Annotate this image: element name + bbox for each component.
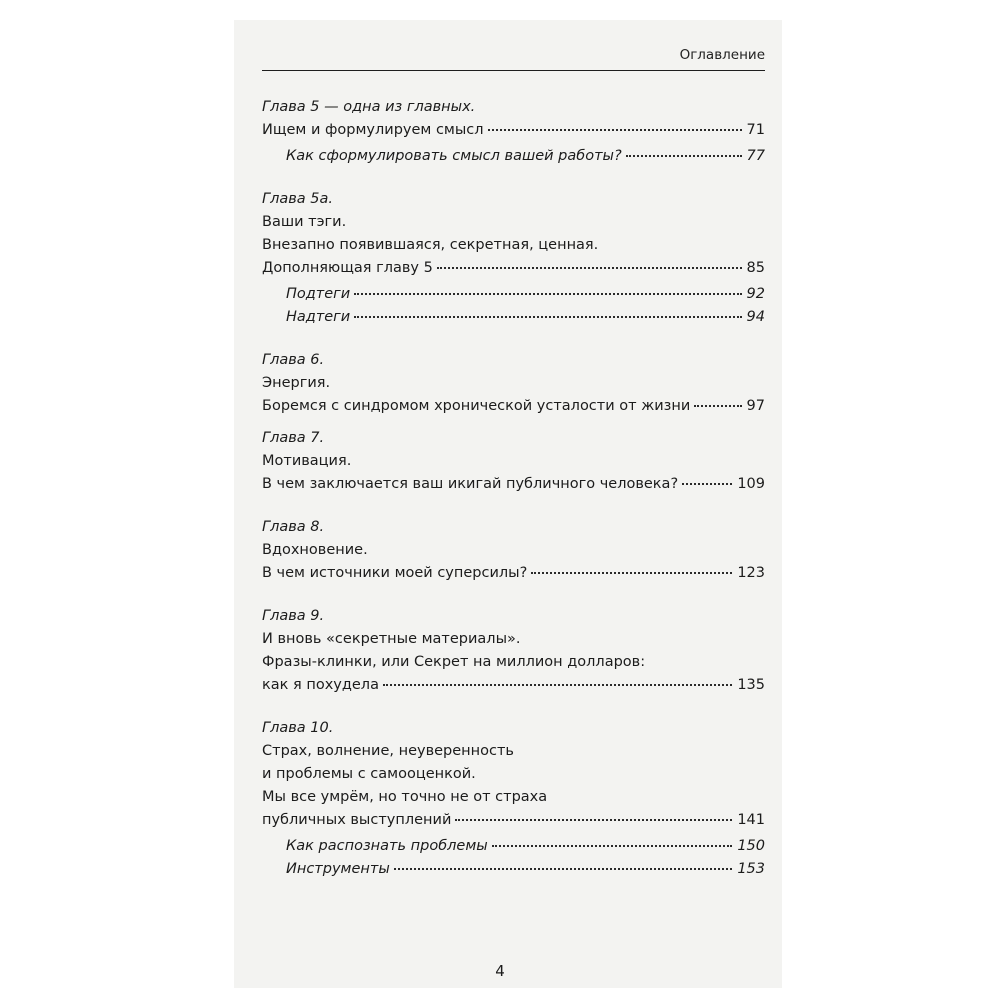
toc-text: Глава 9. (262, 608, 325, 624)
toc-text: Боремся с синдромом хронической усталости от жизни (262, 398, 691, 414)
dot-leader (488, 129, 742, 131)
toc-section-chapter-7 (262, 430, 765, 499)
toc-text: В чем заключается ваш икигай публичного человека? (262, 476, 679, 492)
toc-text: Мотивация. (262, 453, 352, 469)
toc-page-number: 141 (737, 812, 765, 828)
toc-page-number: 71 (746, 122, 765, 138)
toc-page-number: 85 (746, 260, 765, 276)
toc-chapter-heading (262, 99, 765, 122)
toc-section-chapter-5a (262, 191, 765, 332)
dot-leader (455, 819, 732, 821)
toc-text: Внезапно появившаяся, секретная, ценная. (262, 237, 599, 253)
toc-chapter-heading (262, 191, 765, 214)
toc-page-number: 77 (746, 148, 765, 164)
toc-page-number: 109 (737, 476, 765, 492)
toc-entry (262, 122, 765, 145)
dot-leader (354, 316, 741, 318)
dot-leader (383, 684, 732, 686)
toc-text: Фразы-клинки, или Секрет на миллион долларов: (262, 654, 646, 670)
toc-section-chapter-8 (262, 519, 765, 588)
toc-chapter-heading (262, 430, 765, 453)
toc-entry (262, 260, 765, 283)
dot-leader (531, 572, 732, 574)
toc-section-chapter-10 (262, 720, 765, 884)
toc-text: Дополняющая главу 5 (262, 260, 433, 276)
toc-text: Глава 7. (262, 430, 325, 446)
toc-text: Мы все умрём, но точно не от страха (262, 789, 548, 805)
dot-leader (492, 845, 733, 847)
dot-leader (694, 405, 741, 407)
toc-text: Ищем и формулируем смысл (262, 122, 484, 138)
toc-text: и проблемы с самооценкой. (262, 766, 476, 782)
toc-entry (262, 677, 765, 700)
toc-entry (262, 654, 765, 677)
toc-entry (262, 743, 765, 766)
toc-text: публичных выступлений (262, 812, 452, 828)
toc-entry (262, 476, 765, 499)
toc-text: Вдохновение. (262, 542, 368, 558)
toc-text: Ваши тэги. (262, 214, 347, 230)
toc-section-chapter-5 (262, 99, 765, 171)
toc-chapter-heading (262, 608, 765, 631)
toc-text: Глава 5 — одна из главных. (262, 99, 476, 115)
toc-text: Подтеги (286, 286, 351, 302)
toc-entry (262, 542, 765, 565)
toc-text: Энергия. (262, 375, 331, 391)
toc-page-number: 97 (746, 398, 765, 414)
toc-text: Глава 5а. (262, 191, 333, 207)
toc-entry (262, 398, 765, 421)
dot-leader (437, 267, 742, 269)
dot-leader (682, 483, 732, 485)
toc-entry (262, 812, 765, 835)
dot-leader (394, 868, 733, 870)
toc-page-number: 153 (737, 861, 765, 877)
toc-page-number: 92 (746, 286, 765, 302)
toc-page-number: 94 (746, 309, 765, 325)
toc-text: как я похудела (262, 677, 379, 693)
toc-text: Страх, волнение, неуверенность (262, 743, 514, 759)
toc-text: Как сформулировать смысл вашей работы? (286, 148, 622, 164)
toc-entry (262, 631, 765, 654)
dot-leader (354, 293, 741, 295)
toc-entry (262, 375, 765, 398)
toc-section-chapter-9 (262, 608, 765, 700)
toc-subentry (262, 148, 765, 171)
toc-entry (262, 453, 765, 476)
table-of-contents (262, 99, 765, 884)
toc-page-number: 150 (737, 838, 765, 854)
toc-text: И вновь «секретные материалы». (262, 631, 521, 647)
toc-subentry (262, 861, 765, 884)
toc-page-number: 123 (737, 565, 765, 581)
toc-entry (262, 237, 765, 260)
toc-text: Надтеги (286, 309, 351, 325)
toc-chapter-heading (262, 720, 765, 743)
page-number: 4 (495, 962, 505, 980)
toc-text: Глава 8. (262, 519, 325, 535)
toc-entry (262, 766, 765, 789)
toc-subentry (262, 838, 765, 861)
header-rule (262, 70, 765, 71)
toc-entry (262, 789, 765, 812)
toc-text: Инструменты (286, 861, 390, 877)
toc-section-chapter-6 (262, 352, 765, 421)
toc-entry (262, 565, 765, 588)
toc-text: Глава 6. (262, 352, 325, 368)
running-head: Оглавление (679, 47, 765, 63)
toc-text: Глава 10. (262, 720, 334, 736)
toc-chapter-heading (262, 352, 765, 375)
dot-leader (626, 155, 742, 157)
toc-subentry (262, 309, 765, 332)
toc-page-number: 135 (737, 677, 765, 693)
toc-subentry (262, 286, 765, 309)
toc-chapter-heading (262, 519, 765, 542)
toc-entry (262, 214, 765, 237)
toc-text: Как распознать проблемы (286, 838, 488, 854)
toc-text: В чем источники моей суперсилы? (262, 565, 528, 581)
